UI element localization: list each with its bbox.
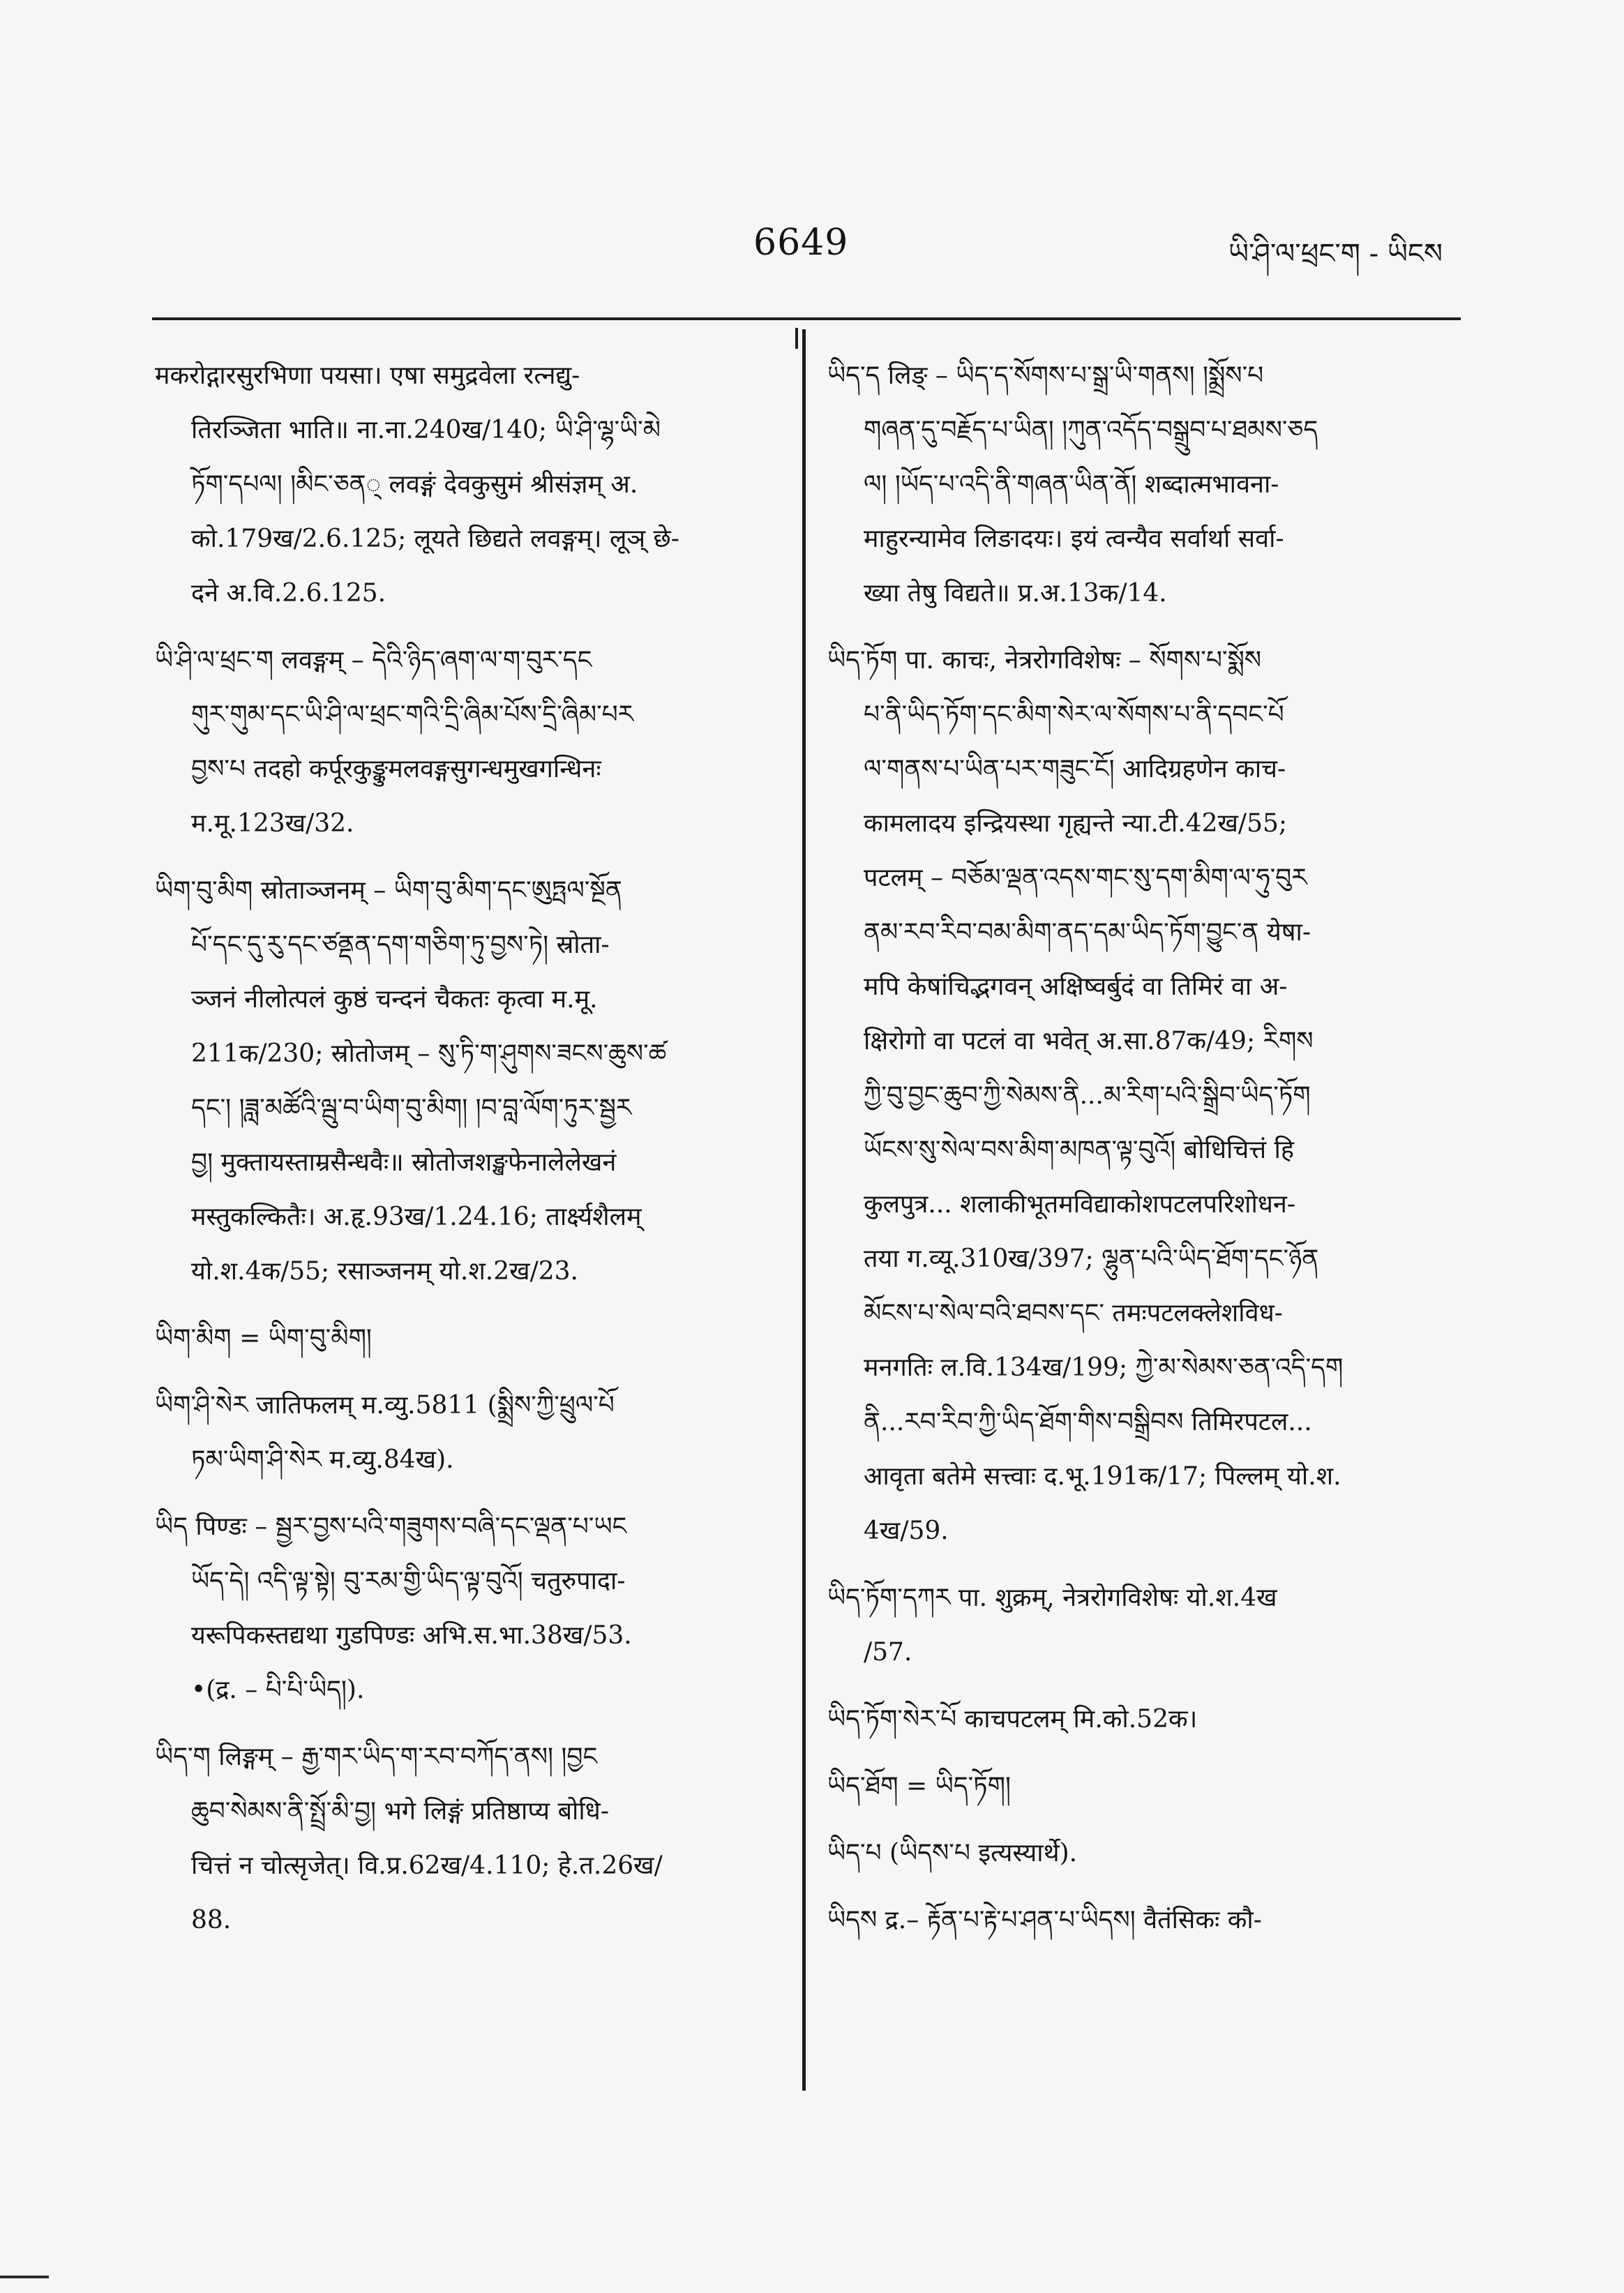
dictionary-entry [155,1378,783,1487]
column-divider [802,329,806,2091]
entry-text-line: ख्या तेषु विद्यते॥ प्र.अ.13क/14. [864,579,1167,608]
entry-text-line: तया ग.व्यू.310ख/397; ལྷུན་པའི་ཡིད་ཐོག་དང་ཉོན [864,1245,1319,1273]
entry-text-line: माहुरन्यामेव लिङादयः। इयं त्वन्यैव सर्वार्था सर्वा- [864,525,1284,553]
entry-headword-line: ཡིད་པ (ཡིདས་པ इत्यस्यार्थे). [827,1839,1078,1867]
entry-text-line: आवृता बतेमे सत्त्वाः द.भू.191क/17; पिल्लम् यो.श. [864,1462,1341,1491]
dictionary-entry [155,633,783,851]
entry-text-line: བྱས་པ तदहो कर्पूरकुङ्कुमलवङ्गसुगन्धमुखगन्धिनः [191,755,601,783]
entry-text-line: ཡོངས་སུ་སེལ་བས་མིག་མཁན་ལྟ་བུའོ། बोधिचित्तं हि [864,1136,1294,1164]
top-rule [152,317,1461,320]
entry-headword-line: ཡིད་ཐོག = ཡིད་ཏོག། [827,1772,1011,1800]
entry-text-line: ཏམ་ཡིག་ཤི་སེར म.व्यु.84ख). [191,1445,454,1474]
entry-text-line: यो.श.4क/55; रसाञ्जनम् यो.श.2ख/23. [191,1257,578,1286]
entry-text-line: 211क/230; स्रोतोजम् – སུ་ཏི་ག་ཤུགས་ཟངས་ཆུས་ཚ [191,1039,667,1068]
entry-text-line: मस्तुकल्कितैः। अ.हृ.93ख/1.24.16; तार्क्ष्यशैलम् [191,1203,642,1231]
running-head: ཡི་ཤི་ལ་ཕྲང་ག - ཡིངས [1228,238,1443,270]
entry-headword-line: ཡིད་ག लिङ्गम् – རྒྱ་གར་ཡིད་ག་རབ་བཀོད་ནས། །བྱང [155,1743,598,1771]
dictionary-entry [155,349,783,621]
entry-headword-line: ཡིད་ཏོག पा. काचः, नेत्ररोगविशेषः – སོགས་པ་སྨོས [827,646,1262,675]
entry-text-line: ञ्जनं नीलोत्पलं कुष्ठं चन्दनं चैकतः कृत्वा म.मू. [191,985,598,1014]
dictionary-entry [827,1893,1459,1948]
dictionary-entry [827,349,1459,621]
entry-text-line: मनगतिः ल.वि.134ख/199; ཀྱེ་མ་སེམས་ཅན་འདི་དག [864,1353,1344,1382]
entry-text-line: པ་ནི་ཡིད་ཏོག་དང་མིག་སེར་ལ་སོགས་པ་ནི་དབང་པོ [864,700,1284,729]
right-column [827,349,1459,1960]
entry-text-line: तिरञ्जिता भाति॥ ना.ना.240ख/140; ཡི་ཤི་ལྷ་ཡི་མེ [191,416,661,444]
entry-text-line: मपि केषांचिद्भगवन् अक्षिष्वर्बुदं वा तिमिरं वा अ- [864,972,1288,1001]
entry-text-line: ལ། །ཡོད་པ་འདི་ནི་གཞན་ཡིན་ནོ། शब्दात्मभावना- [864,470,1279,499]
entry-text-line: ཆུབ་སེམས་ནི་སྤྲོ་མི་བྱ། भगे लिङ्गं प्रतिष्ठाप्य बोधि- [191,1797,609,1826]
dictionary-entry [155,864,783,1299]
entry-text-line: को.179ख/2.6.125; लूयते छिद्यते लवङ्गम्। लूञ् छे- [191,525,679,553]
entry-text-line: གུར་གུམ་དང་ཡི་ཤི་ལ་ཕྲང་གའི་དྲི་ཞིམ་པོས་དྲི་ཞིམ་པར [191,700,634,729]
entry-headword-line: ཡིད་ཏོག་དཀར पा. शुक्रम्, नेत्ररोगविशेषः यो.श.4ख [827,1584,1277,1612]
entry-text-line: पटलम् – བཅོམ་ལྡན་འདས་གང་སུ་དག་མིག་ལ་ཧུ་བུར [864,864,1307,892]
entry-headword-line: ཡི་ཤི་ལ་ཕྲང་ག लवङ्गम् – དེའི་ཉིད་ཞག་ལ་ག་བུར་དང [155,646,592,675]
entry-text-line: གཞན་དུ་བརྗོད་པ་ཡིན། །ཀུན་འདོད་བསྒྲུབ་པ་ཐམས་ཅད [864,416,1318,444]
dictionary-entry [827,1826,1459,1881]
entry-text-line: कुलपुत्र... शलाकीभूतमविद्याकोशपटलपरिशोधन- [864,1190,1296,1219]
entry-text-line: ཡོད་དེ། འདི་ལྟ་སྟེ། བུ་རམ་གྱི་ཡིད་ལྟ་བུའོ། चतुरुपादा- [191,1567,626,1595]
entry-text-line: 88. [191,1906,232,1934]
column-divider-tick [795,328,798,349]
entry-headword-line: ཡིད་ད लिङ् – ཡིད་ད་སོགས་པ་སྒྲ་ཡི་གནས། །སྨྲོས་པ [827,361,1264,390]
entry-text-line: /57. [864,1638,912,1667]
entry-headword-line: ཡིག་ཤི་སེར जातिफलम् म.व्यु.5811 (སྨྲིས་ཀྱི་ཕྲུལ་པོ [155,1391,615,1420]
entry-text-line: क्षिरोगो वा पटलं वा भवेत् अ.सा.87क/49; རིགས [864,1027,1314,1055]
dictionary-entry [827,1759,1459,1814]
entry-text-line: 4ख/59. [864,1517,949,1545]
left-column [155,349,783,1960]
entry-text-line: कामलादय इन्द्रियस्था गृह्यन्ते न्या.टी.42ख/55; [864,809,1287,838]
entry-text-line: པོ་དང་དུ་རུ་དང་ཙནྡན་དག་གཅིག་ཏུ་བྱས་ཏེ། स्रोता- [191,931,610,959]
entry-text-line: བྱ། मुक्तायस्ताम्रसैन्धवैः॥ स्रोतोजशङ्खफेनालेलेखनं [191,1148,617,1177]
dictionary-entry [827,1571,1459,1680]
entry-text-line: ནམ་རབ་རིབ་བམ་མིག་ནད་དམ་ཡིད་ཏོག་བྱུང་ན येषा- [864,918,1311,947]
entry-headword-line: ཡིག་མིག = ཡིག་བུ་མིག། [155,1324,372,1353]
scan-corner-mark [0,2276,49,2278]
dictionary-entry [155,1311,783,1366]
entry-text-line: ལ་གནས་པ་ཡིན་པར་གཟུང་ངོ། आदिग्रहणेन काच- [864,755,1286,783]
entry-headword-line: ཡིདས द्र.– རྟོན་པ་རྟེ་པ་ཤན་པ་ཡིདས། वैतंसिकः कौ- [827,1906,1262,1934]
entry-text-line: དང་། །ཟླ་མཚོའི་ལྦུ་བ་ཡིག་བུ་མིག། །བ་བླ་ལོག་ཏུར་སྦྱར [191,1094,632,1122]
entry-text-line: म.मू.123ख/32. [191,809,354,838]
page-number: 6649 [753,222,849,264]
entry-text-line: མོངས་པ་སེལ་བའི་ཐབས་དང་ तमःपटलक्लेशविध- [864,1299,1283,1328]
entry-text-line: ཀྱི་བུ་བྱང་ཆུབ་ཀྱི་སེམས་ནི...མ་རིག་པའི་སྒྲིབ་ཡིད་ཏོག [864,1081,1311,1110]
entry-text-line: •(द्र. – པི་པི་ཡིད།). [191,1676,365,1704]
entry-text-line: यरूपिकस्तद्यथा गुडपिण्डः अभि.स.भा.38ख/53. [191,1621,632,1650]
entry-headword-line: ཡིད पिण्डः – སྦྱར་བྱས་པའི་གཟུགས་བཞི་དང་ལྡན་པ་ཡང [155,1512,627,1541]
entry-text-line: ཏོག་དཔལ། །མིང་ཅན् लवङ्गं देवकुसुमं श्रीसंज्ञम् अ. [191,470,638,499]
entry-text-line: ནི...རབ་རིབ་ཀྱི་ཡིད་ཐོག་གིས་བསྒྲིབས तिमिरपटल... [864,1408,1312,1436]
dictionary-entry [155,1500,783,1717]
entry-text-line: चित्तं न चोत्सृजेत्। वि.प्र.62ख/4.110; हे.त.26ख/ [191,1851,663,1880]
entry-headword-line: मकरोद्गारसुरभिणा पयसा। एषा समुद्रवेला रत्नद्यु- [155,361,580,390]
dictionary-entry [827,633,1459,1558]
dictionary-entry [155,1730,783,1948]
entry-headword-line: ཡིག་བུ་མིག स्रोताञ्जनम् – ཡིག་བུ་མིག་དང་ཨུཏྤལ་སྔོན [155,876,622,905]
dictionary-entry [827,1692,1459,1747]
entry-text-line: दने अ.वि.2.6.125. [191,579,386,608]
entry-headword-line: ཡིད་ཏོག་སེར་པོ काचपटलम् मि.को.52क। [827,1705,1198,1734]
